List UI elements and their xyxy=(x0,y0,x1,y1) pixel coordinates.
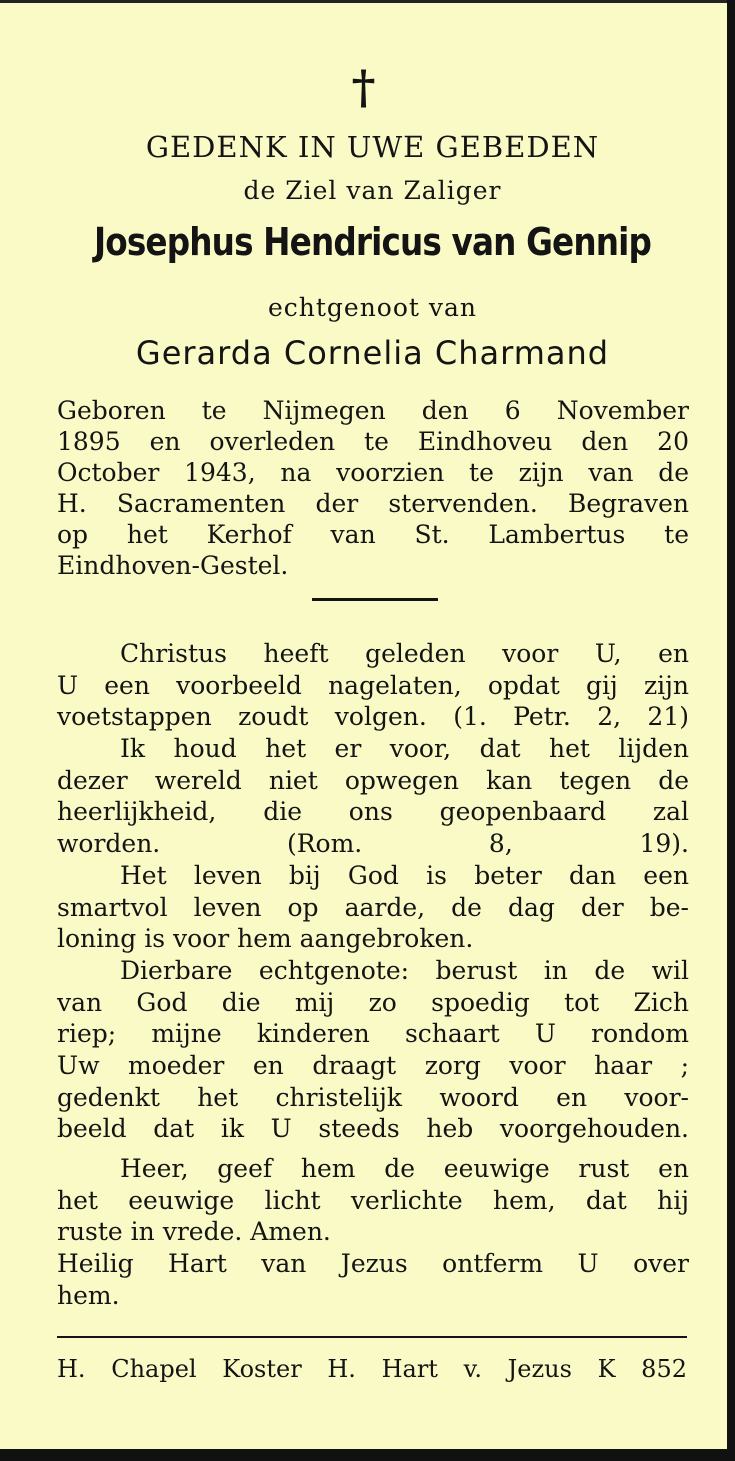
card-heading: GEDENK IN UWE GEBEDEN xyxy=(145,130,600,164)
spouse-name: Gerarda Cornelia Charmand xyxy=(135,334,610,372)
card-border-bottom xyxy=(0,1449,735,1461)
bio-line: October 1943, na voorzien te zijn van de xyxy=(57,458,689,487)
footer-rule xyxy=(57,1336,687,1338)
text-line: riep; mijne kinderen schaart U rondom xyxy=(57,1019,689,1049)
card-border-right xyxy=(727,0,735,1461)
text-line: Dierbare echtgenote: berust in de wil xyxy=(120,955,689,985)
text-line: Uw moeder en draagt zorg voor haar ; xyxy=(57,1050,689,1080)
text-line: het eeuwige licht verlichte hem, dat hij xyxy=(57,1185,689,1215)
bio-line: Eindhoven-Gestel. xyxy=(57,551,289,580)
text-line: smartvol leven op aarde, de dag der be- xyxy=(57,892,689,922)
cross-icon: † xyxy=(351,60,376,114)
bio-line: Geboren te Nijmegen den 6 November xyxy=(57,396,689,425)
section-divider xyxy=(312,598,438,601)
text-line: Het leven bij God is beter dan een xyxy=(120,860,689,890)
devotional-text xyxy=(57,638,689,1311)
text-line: beeld dat ik U steeds heb voorgehouden. xyxy=(57,1114,689,1144)
text-line: dezer wereld niet opwegen kan tegen de xyxy=(57,765,689,795)
text-line: Christus heeft geleden voor U, en xyxy=(120,639,689,668)
text-line: heerlijkheid, die ons geopenbaard zal xyxy=(57,797,689,827)
text-line: ruste in vrede. Amen. xyxy=(57,1217,331,1247)
spouse-intro: echtgenoot van xyxy=(267,293,478,322)
printer-imprint: H. Chapel Koster H. Hart v. Jezus K 852 xyxy=(57,1355,687,1383)
text-line: U een voorbeeld nagelaten, opdat gij zijn xyxy=(57,670,689,700)
deceased-name: Josephus Hendricus van Gennip xyxy=(93,220,652,264)
bio-line: op het Kerhof van St. Lambertus te xyxy=(57,520,689,549)
text-line: worden. (Rom. 8, 19). xyxy=(57,829,689,859)
text-line: Ik houd het er voor, dat het lijden xyxy=(120,734,689,764)
text-line: voetstappen zoudt volgen. (1. Petr. 2, 21) xyxy=(57,702,689,732)
card-subheading: de Ziel van Zaliger xyxy=(243,176,502,205)
text-line: loning is voor hem aangebroken. xyxy=(57,924,474,954)
bio-line: 1895 en overleden te Eindhoveu den 20 xyxy=(57,427,689,456)
text-line: van God die mij zo spoedig tot Zich xyxy=(57,987,689,1017)
text-line: Heer, geef hem de eeuwige rust en xyxy=(120,1154,689,1183)
text-line: hem. xyxy=(57,1280,120,1310)
bio-line: H. Sacramenten der stervenden. Begraven xyxy=(57,489,689,518)
biography xyxy=(57,395,689,581)
text-line: gedenkt het christelijk woord en voor- xyxy=(57,1082,689,1112)
text-line: Heilig Hart van Jezus ontferm U over xyxy=(57,1249,689,1279)
